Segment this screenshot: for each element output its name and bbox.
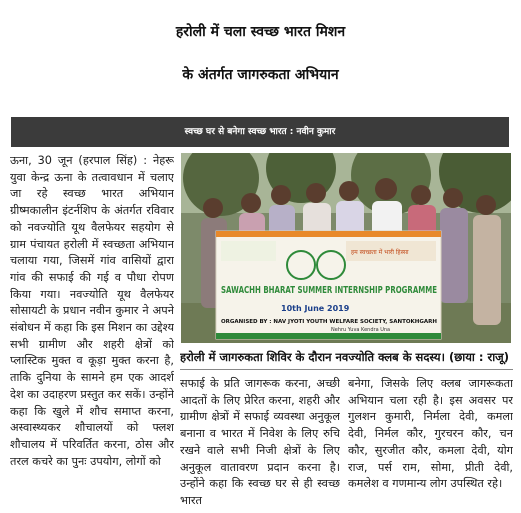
article-column-3 [348, 376, 513, 513]
news-photo [181, 153, 511, 343]
caption-divider [180, 369, 513, 370]
photo-illustration [181, 153, 511, 343]
article-text-col2: सफाई के प्रति जागरूक करना, अच्छी आदतों के लिए प्रेरित करना, शहरी और ग्रामीण क्षेत्रों में सफाई व्यवस्था अनुकूल बनाना व भारत में निवेश के लिए रुचि रखने वाले सभी निजी क्षेत्रों के लिए अनुकूल वातावरण प्रदान करना है। उन्होंने कहा कि स्वच्छ घर से ही स्वच्छ भारत [180, 377, 340, 507]
banner-organiser-secondary: Nehru Yuva Kendra Una [331, 327, 391, 333]
article-text-col3: बनेगा, जिसके लिए क्लब जागरूकता अभियान चला रही है। इस अवसर पर गुलशन कुमारी, निर्मला देवी, कमला देवी, निर्मल कौर, गुरचरन कौर, चन कौर, सुरजीत कौर, कमला देवी, योग राज, पर्स राम, सोमा, प्रीती देवी, कमलेश व गणमान्य लोग उपस्थित रहे। [348, 377, 513, 491]
banner-main-text: SAWACHH BHARAT SUMMER INTERNSHIP PROGRAMME [221, 285, 437, 296]
photo-caption: हरोली में जागरुकता शिविर के दौरान नवज्योति क्लब के सदस्य। (छाया : राजू) [180, 350, 509, 364]
banner-hindi-text: हम स्वच्छता में भारी हिस्सा [351, 249, 409, 256]
article-text-col1: ऊना, 30 जून (हरपाल सिंह) : नेहरू युवा केन्द्र ऊना के तत्वावधान में चलाए जा रहे स्वच्छ भारत अभियान ग्रीष्मकालीन इंटर्नशिप के अंतर्गत रविवार को नवज्योति यूथ वैलफेयर सहयोग से ग्राम पंचायत हरोली में स्वच्छता अभियान चलाया गया, जिसमें गांव वासियों द्वारा गांव की सफाई की गई व पौधा रोपण किया गया। नवज्योति यूथ वैलफेयर सोसायटी के प्रधान नवीन कुमार ने अपने संबोधन में कहा कि इस मिशन का उद्देश्य सभी ग्रामीण और शहरी क्षेत्रों को प्लास्टिक मुक्त व कूड़ा मुक्त करना है, ताकि दुनिया के सामने हम एक आदर्श देश का उदाहरण प्रस्तुत कर सकें। उन्होंने कहा कि खुले में शौच समाप्त करना, अस्वास्थ्यकर शौचालयों को फ्लश शौचालय में परिवर्तित करना, ठोस और तरल कचरे का पुनः उपयोग, लोगों को [10, 154, 174, 468]
banner-organiser-text: ORGANISED BY : NAV JYOTI YOUTH WELFARE SOCIETY, SANTOKHGARH [221, 319, 437, 325]
article-column-1 [10, 153, 174, 511]
headline-line-1: हरोली में चला स्वच्छ भारत मिशन [175, 24, 346, 40]
headline-line-2: के अंतर्गत जागरुकता अभियान [182, 67, 339, 83]
subheadline: स्वच्छ घर से बनेगा स्वच्छ भारत : नवीन कुमार [11, 117, 509, 147]
article-column-2 [180, 376, 340, 513]
banner-date-text: 10th June 2019 [281, 304, 350, 313]
